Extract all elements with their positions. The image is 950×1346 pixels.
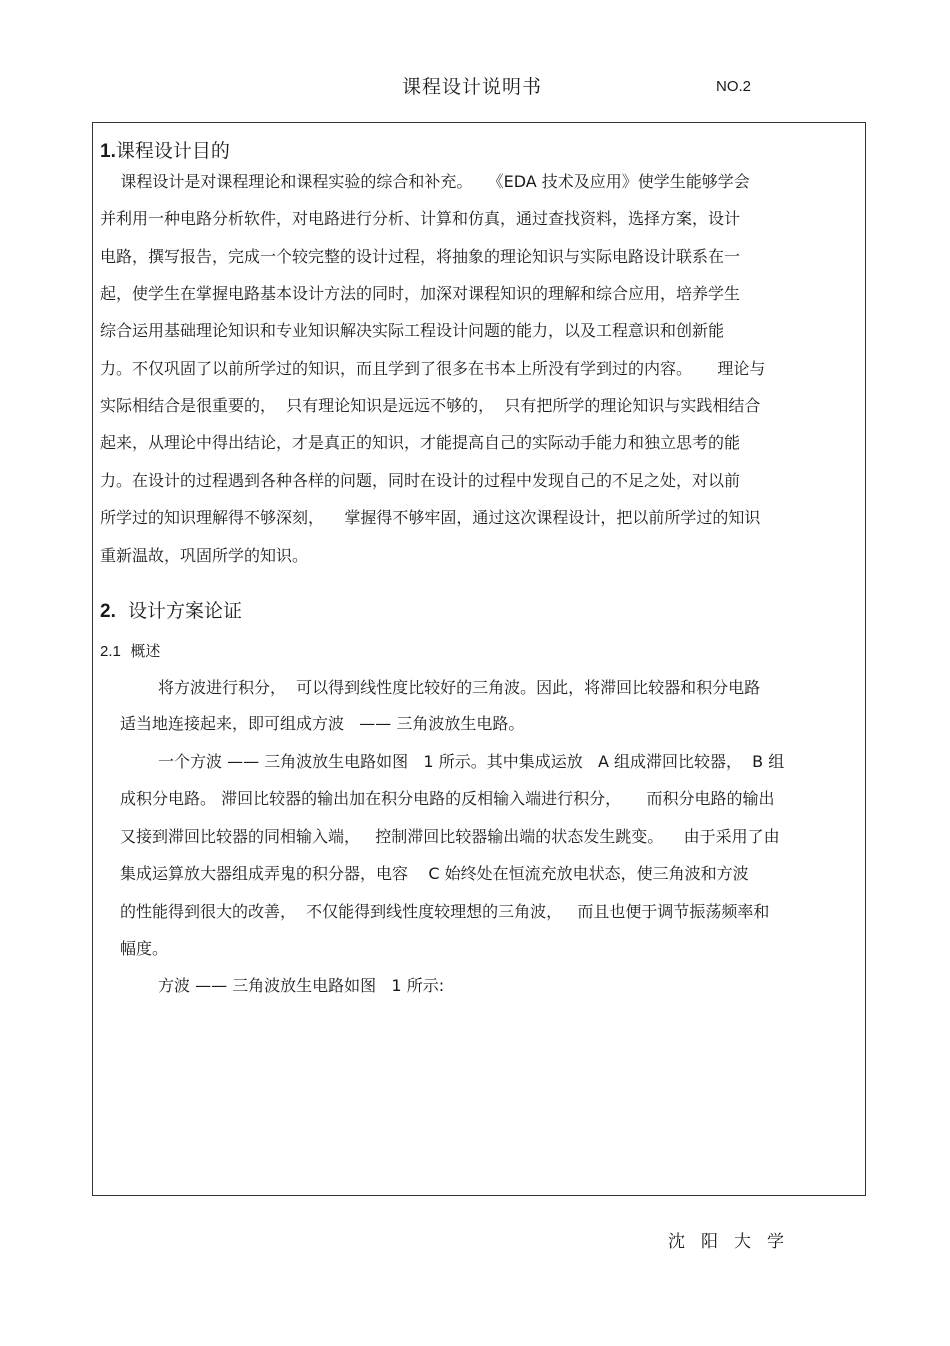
page-number: NO.2 <box>716 78 752 95</box>
school-name: 沈阳大学 <box>668 1232 800 1252</box>
overview-para2-line: 又接到滞回比较器的同相输入端， 控制滞回比较器输出端的状态发生跳变。 由于采用了由 <box>120 827 780 846</box>
section-1-line: 起，使学生在掌握电路基本设计方法的同时，加深对课程知识的理解和综合应用，培养学生 <box>100 284 741 303</box>
section-1-line: 起来，从理论中得出结论，才是真正的知识，才能提高自己的实际动手能力和独立思考的能 <box>100 433 741 452</box>
document-title: 课程设计说明书 <box>401 76 542 98</box>
overview-para2-line: 幅度。 <box>120 939 169 958</box>
figure-reference-line: 方波 —— 三角波放生电路如图 1 所示: <box>158 976 445 995</box>
section-1-line: 电路，撰写报告，完成一个较完整的设计过程，将抽象的理论知识与实际电路设计联系在一 <box>100 247 741 266</box>
overview-para1-line: 将方波进行积分， 可以得到线性度比较好的三角波。因此，将滞回比较器和积分电路 <box>158 678 761 697</box>
section-1-line: 课程设计是对课程理论和课程实验的综合和补充。 《EDA 技术及应用》使学生能够学会 <box>100 172 750 191</box>
section-1-line: 力。在设计的过程遇到各种各样的问题，同时在设计的过程中发现自己的不足之处，对以前 <box>100 471 741 490</box>
overview-para1-line: 适当地连接起来，即可组成方波 —— 三角波放生电路。 <box>120 714 525 733</box>
section-1-line: 所学过的知识理解得不够深刻， 掌握得不够牢固，通过这次课程设计，把以前所学过的知识 <box>100 508 761 527</box>
section-1-title: 课程设计目的 <box>115 140 230 162</box>
section-1-line: 重新温故，巩固所学的知识。 <box>100 546 309 565</box>
section-2-number: 2. <box>100 601 116 622</box>
section-1-heading <box>100 136 230 163</box>
section-1-line: 力。不仅巩固了以前所学过的知识，而且学到了很多在书本上所没有学到过的内容。 理论与 <box>100 359 766 378</box>
section-1-number: 1. <box>100 141 116 162</box>
section-2-title: 设计方案论证 <box>127 600 242 622</box>
overview-para2-line: 集成运算放大器组成弄鬼的积分器，电容 C 始终处在恒流充放电状态，使三角波和方波 <box>120 864 749 883</box>
overview-para2-line: 的性能得到很大的改善， 不仅能得到线性度较理想的三角波， 而且也便于调节振荡频率和 <box>120 902 770 921</box>
subsection-number: 2.1 <box>100 643 121 660</box>
section-2-heading <box>100 596 242 623</box>
section-1-line: 实际相结合是很重要的， 只有理论知识是远远不够的， 只有把所学的理论知识与实践相结合 <box>100 396 761 415</box>
subsection-heading <box>100 640 160 661</box>
section-1-line: 并利用一种电路分析软件，对电路进行分析、计算和仿真，通过查找资料，选择方案，设计 <box>100 209 741 228</box>
subsection-title: 概述 <box>130 642 161 660</box>
section-1-line: 综合运用基础理论知识和专业知识解决实际工程设计问题的能力，以及工程意识和创新能 <box>100 321 725 340</box>
overview-para2-line: 成积分电路。 滞回比较器的输出加在积分电路的反相输入端进行积分， 而积分电路的输出 <box>120 789 775 808</box>
overview-para2-line: 一个方波 —— 三角波放生电路如图 1 所示。其中集成运放 A 组成滞回比较器， B 组 <box>158 752 785 771</box>
